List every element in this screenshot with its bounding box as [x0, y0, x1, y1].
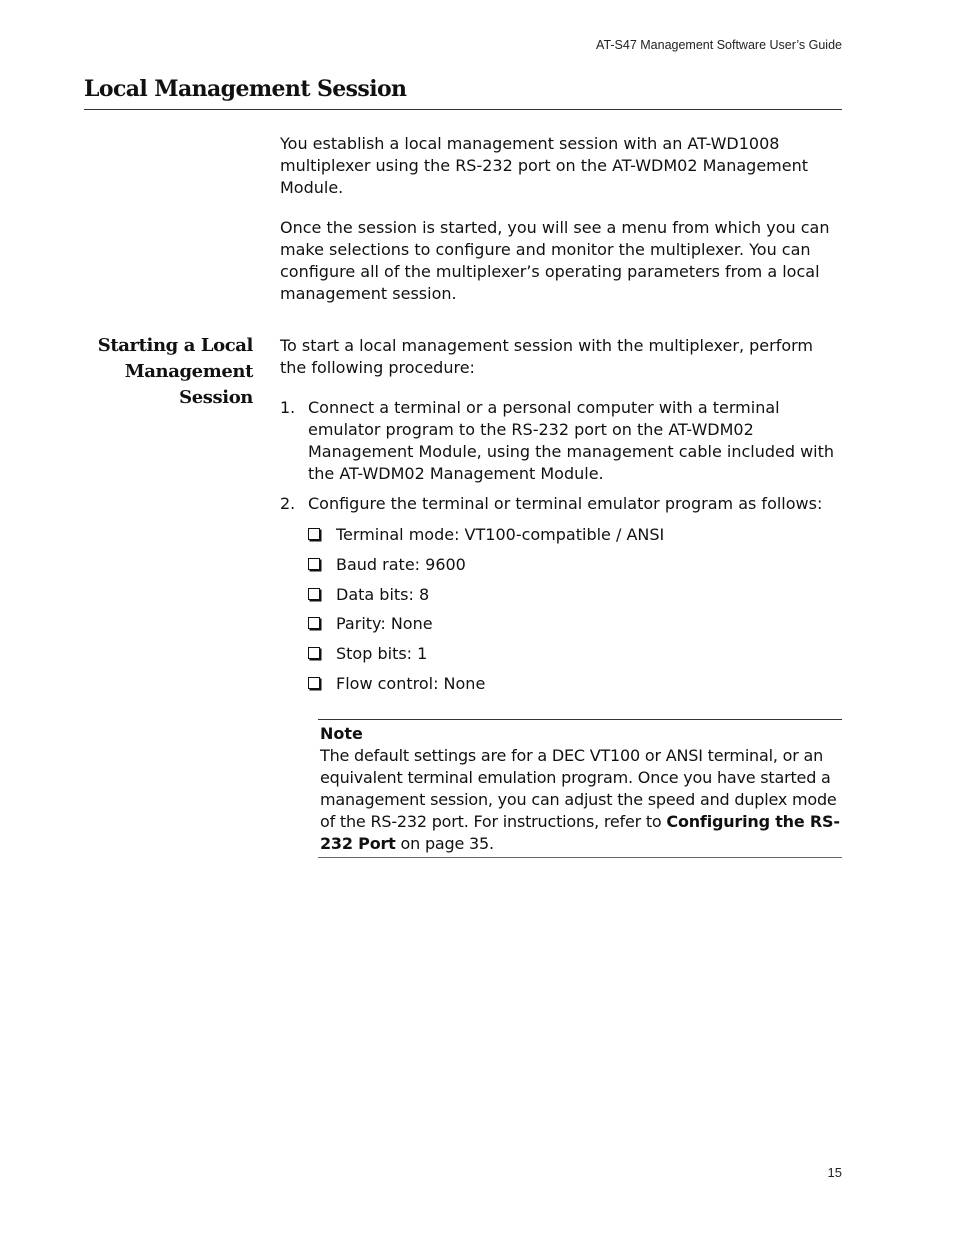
list-item	[308, 584, 842, 614]
note-title: Note	[320, 724, 363, 743]
setting-text: Stop bits: 1	[336, 644, 428, 664]
subsection-title-line: Session	[179, 387, 253, 408]
section-title: Local Management Session	[84, 76, 407, 102]
checkbox-bullet-icon	[308, 677, 320, 689]
checkbox-bullet-icon	[308, 647, 320, 659]
step-number: 1.	[280, 398, 296, 417]
checkbox-bullet-icon	[308, 617, 320, 629]
note-text-end: on page 35.	[395, 834, 494, 853]
note-box	[318, 719, 842, 858]
running-header: AT-S47 Management Software User’s Guide	[596, 38, 842, 52]
setting-text: Terminal mode: VT100-compatible / ANSI	[336, 525, 665, 544]
procedure-step	[280, 493, 842, 515]
step-number: 2.	[280, 494, 296, 513]
procedure-step	[280, 397, 842, 485]
procedure-intro: To start a local management session with the multiplexer, perform the following procedure:	[280, 336, 813, 377]
subsection-title	[84, 333, 253, 411]
step-text: Configure the terminal or terminal emulator program as follows:	[308, 494, 823, 513]
list-item	[308, 643, 842, 673]
note-cross-reference: Configuring the RS-232 Port	[320, 812, 840, 853]
list-item	[308, 524, 842, 554]
checkbox-bullet-icon	[308, 528, 320, 540]
title-rule	[84, 109, 842, 110]
subsection-title-line: Starting a Local	[97, 335, 253, 356]
setting-text: Flow control: None	[336, 673, 486, 693]
setting-text: Baud rate: 9600	[336, 554, 466, 574]
checkbox-bullet-icon	[308, 588, 320, 600]
list-item	[308, 673, 842, 703]
settings-list	[308, 524, 842, 703]
setting-text: Data bits: 8	[336, 584, 430, 604]
intro-paragraph: You establish a local management session with an AT-WD1008 multiplexer using the RS-232 port on the AT-WDM02 Management Module.	[280, 134, 809, 197]
note-text: The default settings are for a DEC VT100 or ANSI terminal, or an equivalent terminal emulation program. Once you have started a management session, you can adjust the speed and duplex mode of the RS-232 port. For instructions, refer to	[320, 746, 837, 831]
intro-paragraph: Once the session is started, you will see a menu from which you can make selections to configure and monitor the multiplexer. You can configure all of the multiplexer’s operating parameters from a local management session.	[280, 218, 830, 303]
step-text: Connect a terminal or a personal computer with a terminal emulator program to the RS-232 port on the AT-WDM02 Management Module, using the management cable included with the AT-WDM02 Management Module.	[308, 398, 835, 483]
page-number: 15	[827, 1165, 842, 1180]
setting-text: Parity: None	[336, 614, 433, 634]
checkbox-bullet-icon	[308, 558, 320, 570]
list-item	[308, 554, 842, 584]
note-body	[320, 746, 840, 853]
subsection-title-line: Management	[124, 361, 253, 382]
list-item	[308, 613, 842, 643]
